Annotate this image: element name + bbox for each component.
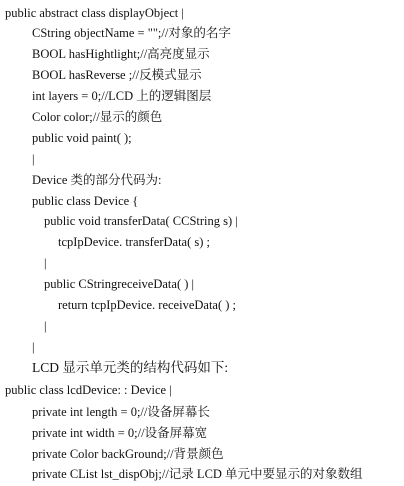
- code-line: tcpIpDevice. transferData( s) ;: [58, 235, 211, 249]
- code-line: private Color backGround;//背景颜色: [32, 447, 224, 461]
- code-line: |: [44, 256, 47, 270]
- code-line: |: [44, 319, 47, 333]
- code-line: public abstract class displayObject |: [5, 6, 184, 20]
- code-line: public void transferData( CCString s) |: [44, 214, 238, 228]
- code-line: BOOL hasReverse ;//反模式显示: [32, 68, 202, 82]
- code-line: LCD 显示单元类的结构代码如下:: [32, 360, 229, 375]
- code-line: |: [32, 152, 35, 166]
- code-line: public CStringreceiveData( ) |: [44, 277, 195, 291]
- code-line: Device 类的部分代码为:: [32, 173, 162, 187]
- code-line: private int length = 0;//设备屏幕长: [32, 405, 210, 419]
- code-line: public void paint( );: [32, 131, 132, 145]
- code-line: public class lcdDevice: : Device |: [5, 383, 172, 397]
- code-line: private int width = 0;//设备屏幕宽: [32, 426, 208, 440]
- code-line: return tcpIpDevice. receiveData( ) ;: [58, 298, 237, 312]
- code-line: int layers = 0;//LCD 上的逻辑图层: [32, 89, 212, 103]
- code-line: public class Device {: [32, 194, 139, 208]
- code-line: |: [32, 340, 35, 354]
- code-line: private CList lst_dispObj;//记录 LCD 单元中要显示的对象数组: [32, 467, 363, 481]
- code-line: BOOL hasHightlight;//高亮度显示: [32, 47, 210, 61]
- code-line: Color color;//显示的颜色: [32, 110, 163, 124]
- code-line: CString objectName = "";//对象的名字: [32, 26, 231, 40]
